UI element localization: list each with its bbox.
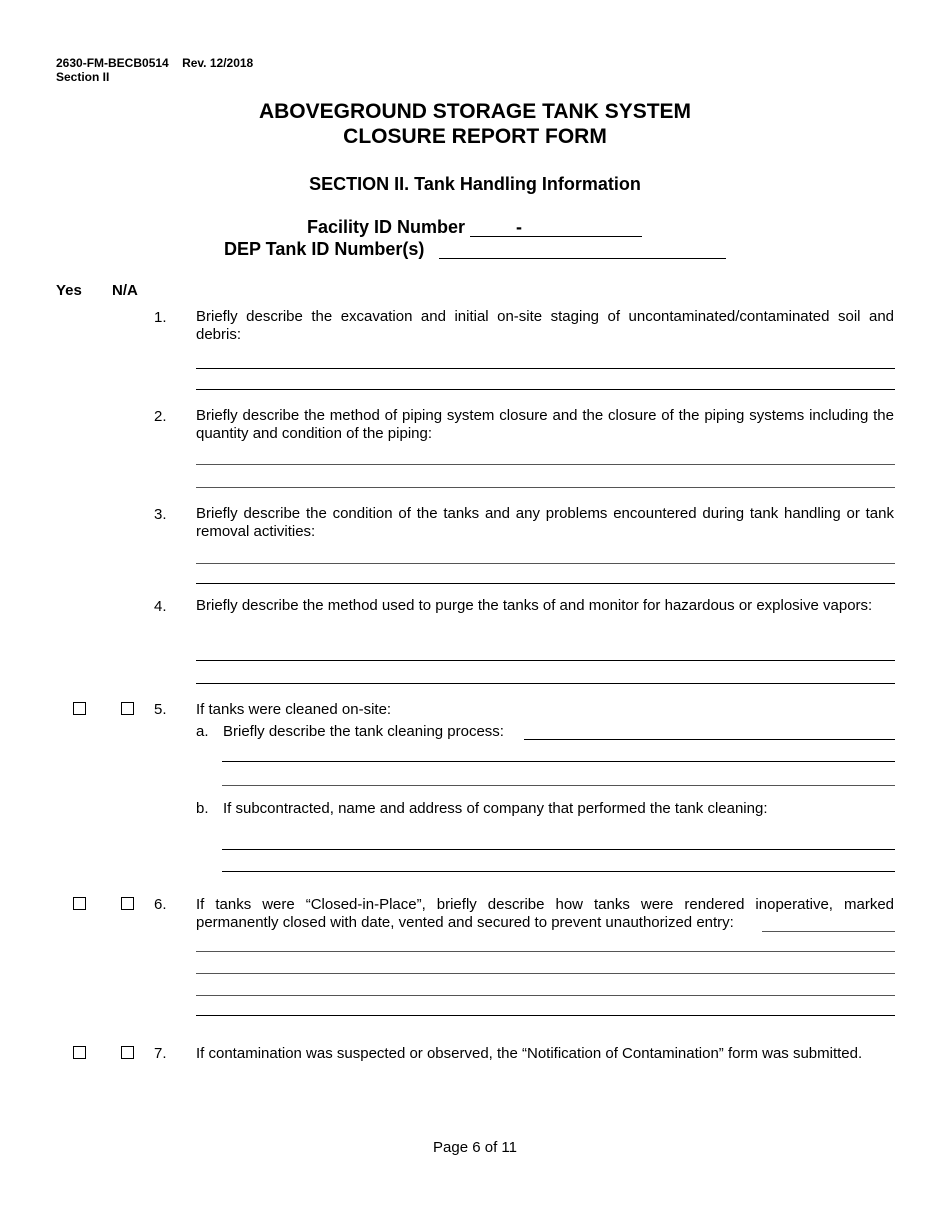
answer-4-line-1[interactable] bbox=[196, 660, 895, 661]
answer-6-line-4[interactable] bbox=[196, 1015, 895, 1016]
question-5a-text: Briefly describe the tank cleaning process: bbox=[223, 723, 504, 740]
answer-6-line-2[interactable] bbox=[196, 973, 895, 974]
answer-2-line-1[interactable] bbox=[196, 464, 895, 465]
answer-6-line-1[interactable] bbox=[196, 951, 895, 952]
answer-5b-line-1[interactable] bbox=[222, 849, 895, 850]
section-label: Section II bbox=[56, 70, 110, 84]
question-4-number: 4. bbox=[154, 598, 167, 615]
tank-id-label: DEP Tank ID Number(s) bbox=[224, 239, 425, 259]
form-id: 2630-FM-BECB0514 bbox=[56, 56, 169, 70]
question-7-number: 7. bbox=[154, 1045, 167, 1062]
section-title: SECTION II. Tank Handling Information bbox=[309, 174, 641, 194]
question-2-number: 2. bbox=[154, 408, 167, 425]
answer-3-line-2[interactable] bbox=[196, 583, 895, 584]
q7-yes-checkbox[interactable] bbox=[73, 1046, 86, 1059]
title-line-2: CLOSURE REPORT FORM bbox=[343, 125, 607, 148]
page-number: Page 6 of 11 bbox=[433, 1139, 517, 1156]
answer-4-line-2[interactable] bbox=[196, 683, 895, 684]
facility-id-label: Facility ID Number bbox=[307, 217, 466, 237]
q5-na-checkbox[interactable] bbox=[121, 702, 134, 715]
answer-6-inline-line[interactable] bbox=[762, 931, 895, 932]
q6-na-checkbox[interactable] bbox=[121, 897, 134, 910]
facility-id-separator: - bbox=[516, 217, 522, 237]
title-line-1: ABOVEGROUND STORAGE TANK SYSTEM bbox=[258, 100, 692, 123]
yes-column-header: Yes bbox=[56, 282, 82, 299]
question-3-text: Briefly describe the condition of the tanks and any problems encountered during tank handling or tank removal activities: bbox=[196, 505, 894, 540]
answer-5a-line-1[interactable] bbox=[222, 761, 895, 762]
na-column-header: N/A bbox=[112, 282, 138, 299]
q7-na-checkbox[interactable] bbox=[121, 1046, 134, 1059]
answer-5a-inline-line[interactable] bbox=[524, 739, 895, 740]
question-5b-text: If subcontracted, name and address of company that performed the tank cleaning: bbox=[223, 800, 768, 817]
question-6-number: 6. bbox=[154, 896, 167, 913]
q5-yes-checkbox[interactable] bbox=[73, 702, 86, 715]
answer-5a-line-2[interactable] bbox=[222, 785, 895, 786]
form-id-header bbox=[56, 56, 253, 84]
question-2-text: Briefly describe the method of piping system closure and the closure of the piping systems including the quantity and condition of the piping: bbox=[196, 407, 894, 442]
answer-6-line-3[interactable] bbox=[196, 995, 895, 996]
facility-id-field[interactable] bbox=[470, 236, 642, 237]
tank-id-field[interactable] bbox=[439, 258, 726, 259]
answer-1-line-2[interactable] bbox=[196, 389, 895, 390]
answer-1-line-1[interactable] bbox=[196, 368, 895, 369]
q6-yes-checkbox[interactable] bbox=[73, 897, 86, 910]
answer-2-line-2[interactable] bbox=[196, 487, 895, 488]
question-5a-label: a. bbox=[196, 723, 209, 740]
question-6-text: If tanks were “Closed-in-Place”, briefly describe how tanks were rendered inoperative, marked permanently closed with date, vented and secured to prevent unauthorized entry: bbox=[196, 896, 894, 931]
question-4-text: Briefly describe the method used to purge the tanks of and monitor for hazardous or explosive vapors: bbox=[196, 597, 873, 614]
question-7-text: If contamination was suspected or observed, the “Notification of Contamination” form was submitted. bbox=[196, 1045, 863, 1062]
answer-3-line-1[interactable] bbox=[196, 563, 895, 564]
question-5-number: 5. bbox=[154, 701, 167, 718]
form-revision: Rev. 12/2018 bbox=[182, 56, 254, 70]
answer-5b-line-2[interactable] bbox=[222, 871, 895, 872]
question-1-number: 1. bbox=[154, 309, 167, 326]
question-5b-label: b. bbox=[196, 800, 209, 817]
question-1-text: Briefly describe the excavation and initial on-site staging of uncontaminated/contaminated soil and debris: bbox=[196, 308, 894, 343]
form-title bbox=[0, 99, 950, 149]
question-5-text: If tanks were cleaned on-site: bbox=[196, 701, 392, 718]
question-3-number: 3. bbox=[154, 506, 167, 523]
